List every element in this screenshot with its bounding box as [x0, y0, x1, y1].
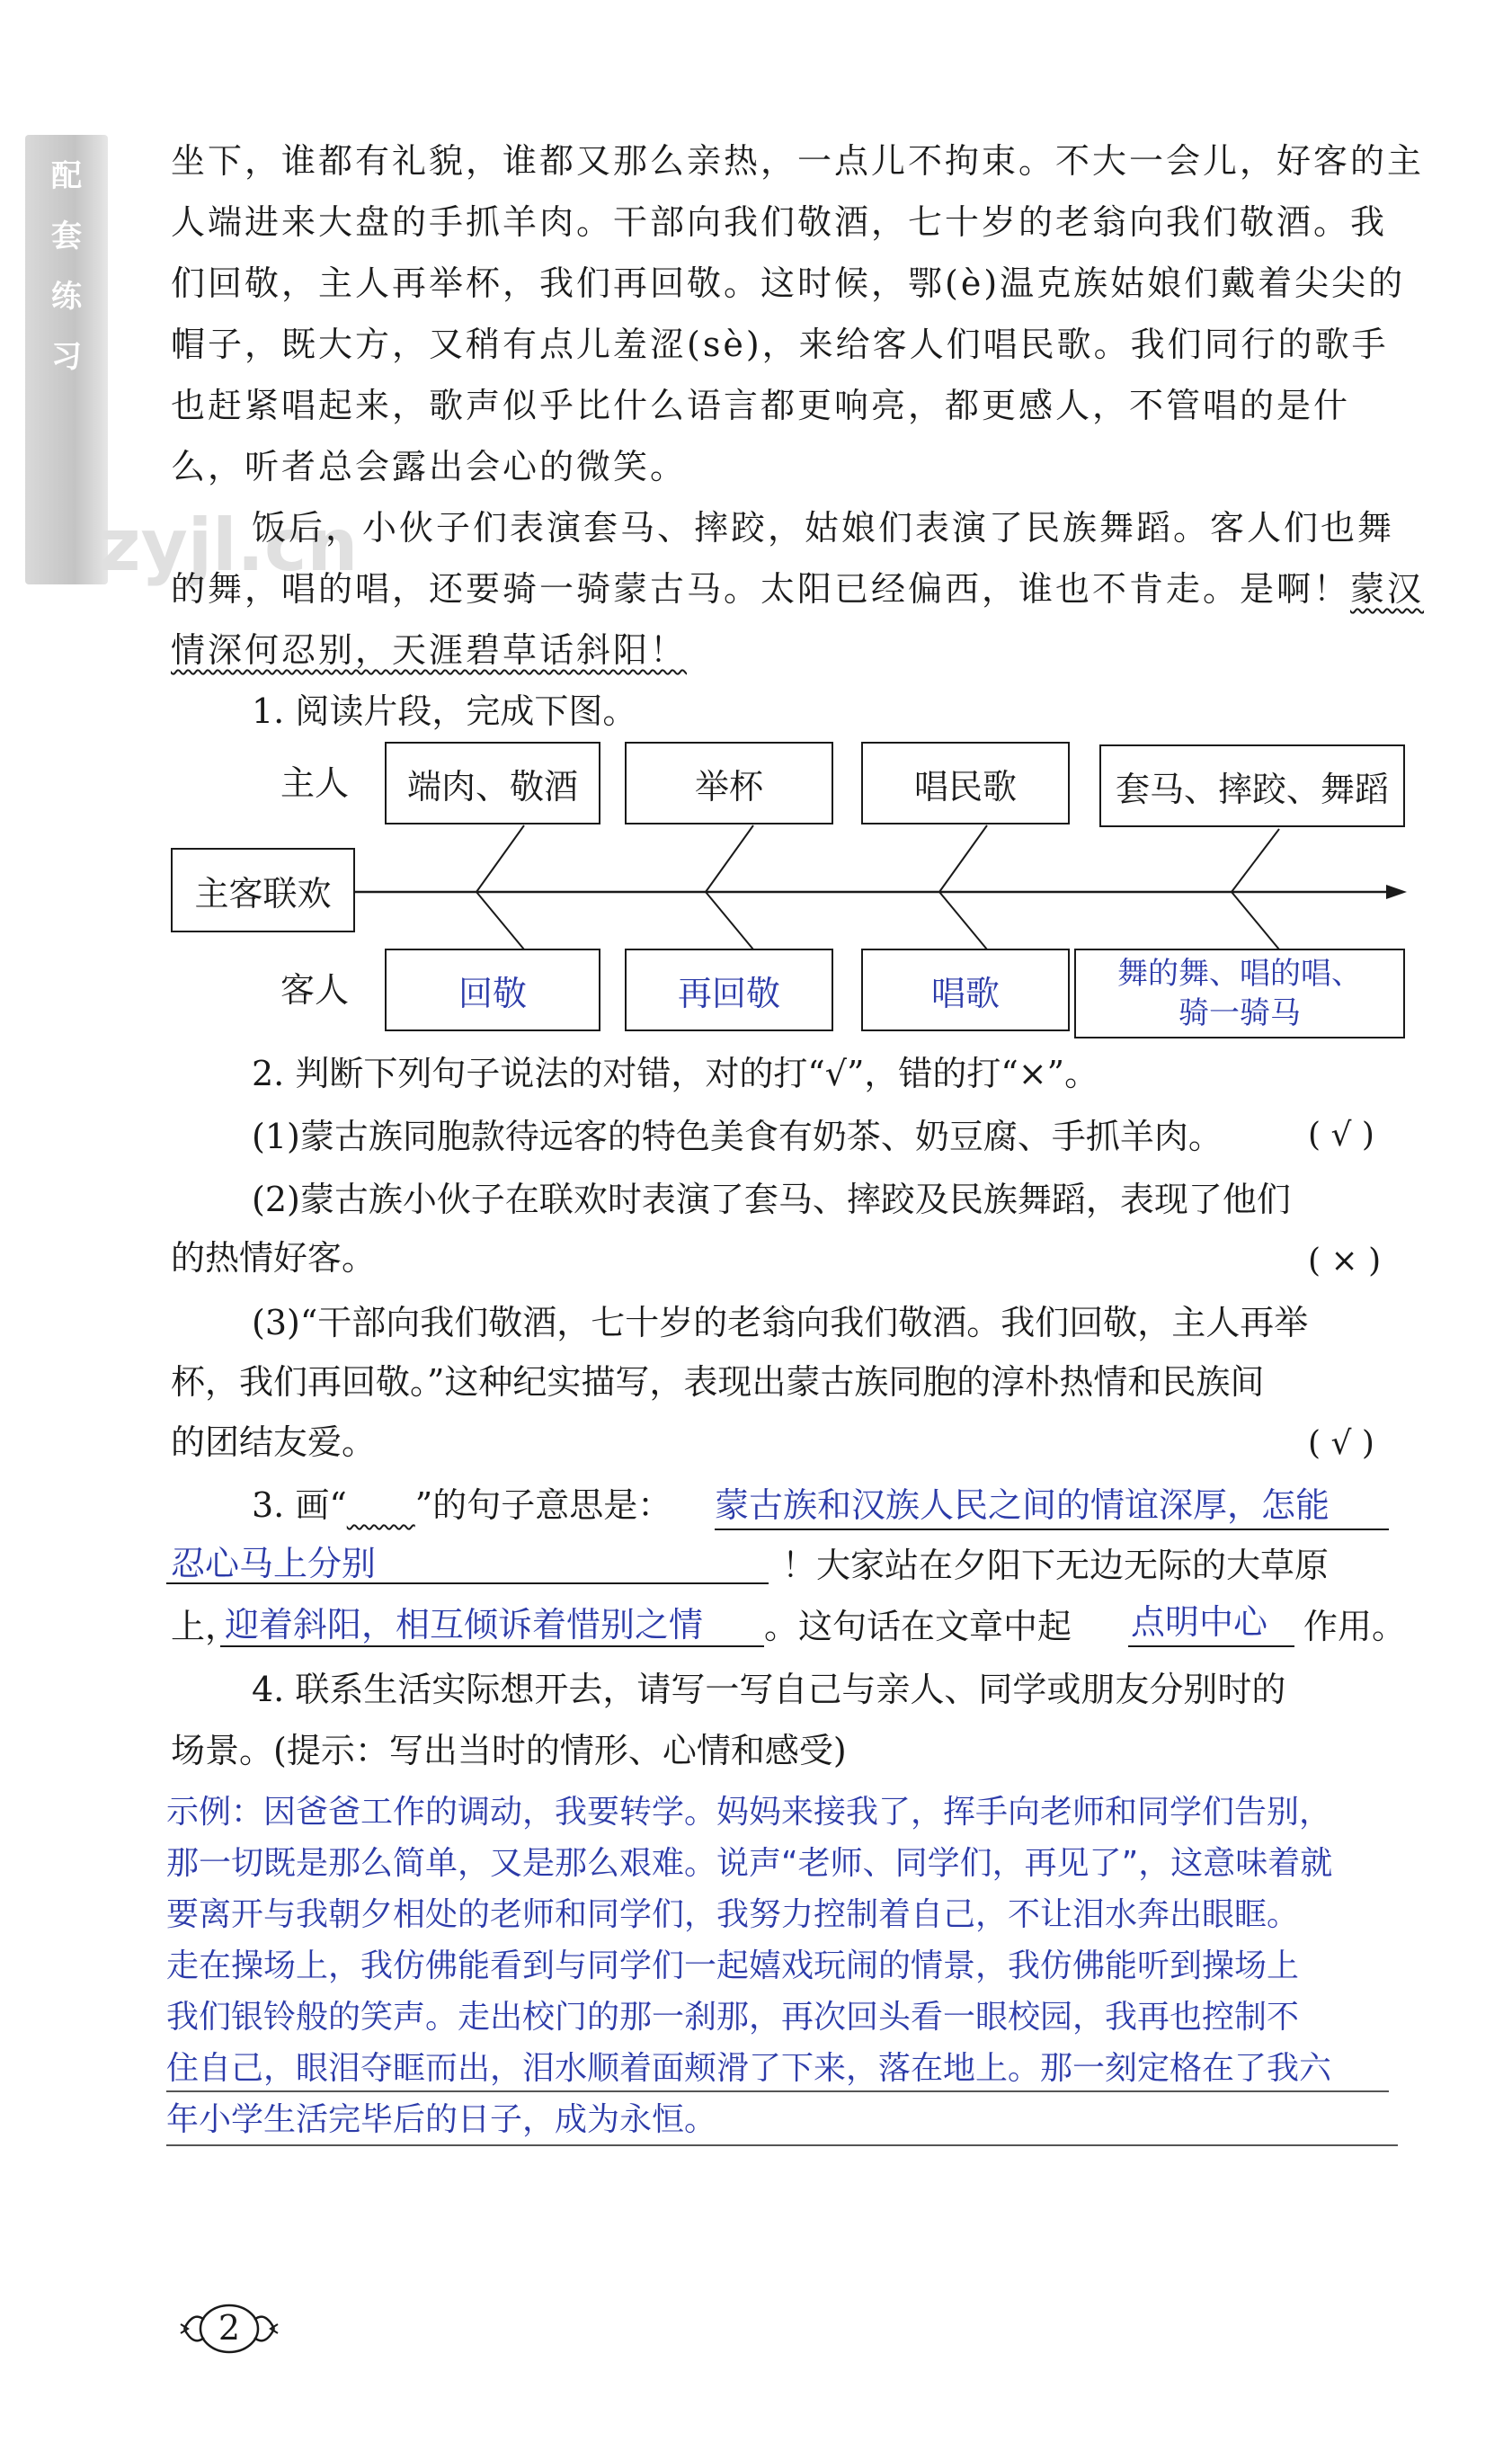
- q3-line1: [252, 1485, 672, 1525]
- q4-answer-line: 示例：因爸爸工作的调动，我要转学。妈妈来接我了，挥手向老师和同学们告别，: [166, 1794, 1332, 1831]
- q2-answer-mark: ( √ ): [1308, 1425, 1374, 1462]
- q2-answer-mark: ( √ ): [1308, 1117, 1374, 1154]
- q3-text: 上，: [171, 1607, 240, 1646]
- q2-answer-mark: ( × ): [1308, 1243, 1382, 1279]
- guest-answer-box: 回敬: [385, 949, 600, 1031]
- q2-item-line: 的热情好客。: [171, 1238, 377, 1278]
- q2-item-line: 的团结友爱。: [171, 1422, 377, 1462]
- q4-answer-line: 住自己，眼泪夺眶而出，泪水顺着面颊滑了下来，落在地上。那一刻定格在了我六: [166, 2050, 1332, 2087]
- guest-answer-box: 再回敬: [625, 949, 833, 1031]
- q1-prompt: 1. 阅读片段，完成下图。: [252, 691, 637, 731]
- q4-answer-line: 那一切既是那么简单，又是那么艰难。说声“老师、同学们，再见了”，这意味着就: [166, 1845, 1333, 1882]
- fishbone-branch: [476, 892, 524, 949]
- side-tab-char: 套: [51, 218, 82, 254]
- fishbone-branch: [706, 892, 753, 949]
- fishbone-branch: [1232, 829, 1279, 892]
- side-tab-char: 配: [51, 158, 82, 194]
- answer-rule: [166, 2090, 1389, 2092]
- page-number-ornament: [175, 2297, 283, 2360]
- guest-answer-box: 舞的舞、唱的唱、 骑一骑马: [1074, 949, 1405, 1038]
- q3-text: 3. 画“: [252, 1485, 347, 1525]
- wavy-sentence-part: 蒙汉: [1350, 569, 1425, 609]
- guest-answer-box: 唱歌: [861, 949, 1070, 1031]
- watermark: zyjl.cn: [99, 504, 359, 587]
- q3-answer-4: 点明中心: [1131, 1602, 1268, 1642]
- q3-answer-underline: [220, 1645, 764, 1647]
- q4-answer-line: 我们银铃般的笑声。走出校门的那一刹那，再次回头看一眼校园，我再也控制不: [166, 1999, 1300, 2036]
- page-number: 2: [218, 2308, 241, 2348]
- q2-item-line: 杯，我们再回敬。”这种纪实描写，表现出蒙古族同胞的淳朴热情和民族间: [171, 1362, 1265, 1402]
- q3-answer-1: 蒙古族和汉族人民之间的情谊深厚，怎能: [715, 1485, 1330, 1525]
- passage-line-text: 的舞，唱的唱，还要骑一骑蒙古马。太阳已经偏西，谁也不肯走。是啊！: [171, 569, 1351, 609]
- q3-text: ！大家站在夕阳下无边无际的大草原: [782, 1546, 1330, 1585]
- passage-line: 们回敬，主人再举杯，我们再回敬。这时候，鄂(è)温克族姑娘们戴着尖尖的: [171, 263, 1406, 303]
- q3-answer-underline: [1128, 1645, 1294, 1647]
- q3-answer-underline: [166, 1582, 769, 1584]
- q4-prompt: 场景。(提示：写出当时的情形、心情和感受): [171, 1731, 847, 1770]
- fishbone-branch: [1232, 892, 1279, 949]
- q4-answer-line: 走在操场上，我仿佛能看到与同学们一起嬉戏玩闹的情景，我仿佛能听到操场上: [166, 1947, 1300, 1984]
- side-tab-char: 练: [51, 279, 82, 315]
- fishbone-branch: [476, 825, 524, 892]
- host-box: 端肉、敬酒: [385, 742, 600, 824]
- passage-line: 么，听者总会露出会心的微笑。: [171, 447, 688, 486]
- host-box: 唱民歌: [861, 742, 1070, 824]
- q4-answer-line: 要离开与我朝夕相处的老师和同学们，我努力控制着自己，不让泪水奔出眼眶。: [166, 1896, 1300, 1933]
- passage-line: 也赶紧唱起来，歌声似乎比什么语言都更响亮，都更感人，不管唱的是什: [171, 386, 1351, 425]
- host-box: 举杯: [625, 742, 833, 824]
- fishbone-branch: [939, 892, 987, 949]
- q2-item-line: (2)蒙古族小伙子在联欢时表演了套马、摔跤及民族舞蹈，表现了他们: [252, 1180, 1291, 1219]
- fishbone-arrowhead: [1386, 885, 1407, 899]
- q3-wavy-blank: [347, 1485, 415, 1525]
- q4-prompt: 4. 联系生活实际想开去，请写一写自己与亲人、同学或朋友分别时的: [252, 1670, 1286, 1709]
- q3-answer-underline: [715, 1529, 1389, 1530]
- q2-item-line: (1)蒙古族同胞款待远客的特色美食有奶茶、奶豆腐、手抓羊肉。: [252, 1117, 1223, 1156]
- q2-item-line: (3)“干部向我们敬酒，七十岁的老翁向我们敬酒。我们回敬，主人再举: [252, 1303, 1309, 1342]
- fishbone-branch: [706, 825, 753, 892]
- q3-text: 。这句话在文章中起: [764, 1607, 1072, 1646]
- q3-text: ”的句子意思是：: [414, 1485, 672, 1525]
- center-box: 主客联欢: [171, 848, 355, 932]
- q3-answer-2: 忍心马上分别: [171, 1544, 377, 1583]
- fishbone-branch: [939, 825, 987, 892]
- q4-answer-line: 年小学生活完毕后的日子，成为永恒。: [166, 2101, 717, 2138]
- host-label: 主人: [280, 763, 350, 803]
- answer-rule: [166, 2144, 1398, 2146]
- passage-line: 人端进来大盘的手抓羊肉。干部向我们敬酒，七十岁的老翁向我们敬酒。我: [171, 202, 1388, 242]
- q3-answer-3: 迎着斜阳，相互倾诉着惜别之情: [225, 1605, 704, 1644]
- q2-prompt: 2. 判断下列句子说法的对错，对的打“√”，错的打“×”。: [252, 1054, 1099, 1093]
- q3-text: 作用。: [1303, 1607, 1407, 1646]
- side-tab-char: 习: [51, 339, 82, 375]
- passage-line: 帽子，既大方，又稍有点儿羞涩(sè)，来给客人们唱民歌。我们同行的歌手: [171, 325, 1389, 364]
- passage-line: 坐下，谁都有礼貌，谁都又那么亲热，一点儿不拘束。不大一会儿，好客的主: [171, 141, 1425, 181]
- guest-label: 客人: [280, 970, 350, 1010]
- wavy-sentence-part: 情深何忍别，天涯碧草话斜阳！: [171, 630, 688, 670]
- passage-line: 饭后，小伙子们表演套马、摔跤，姑娘们表演了民族舞蹈。客人们也舞: [252, 508, 1395, 548]
- host-box: 套马、摔跤、舞蹈: [1099, 744, 1405, 827]
